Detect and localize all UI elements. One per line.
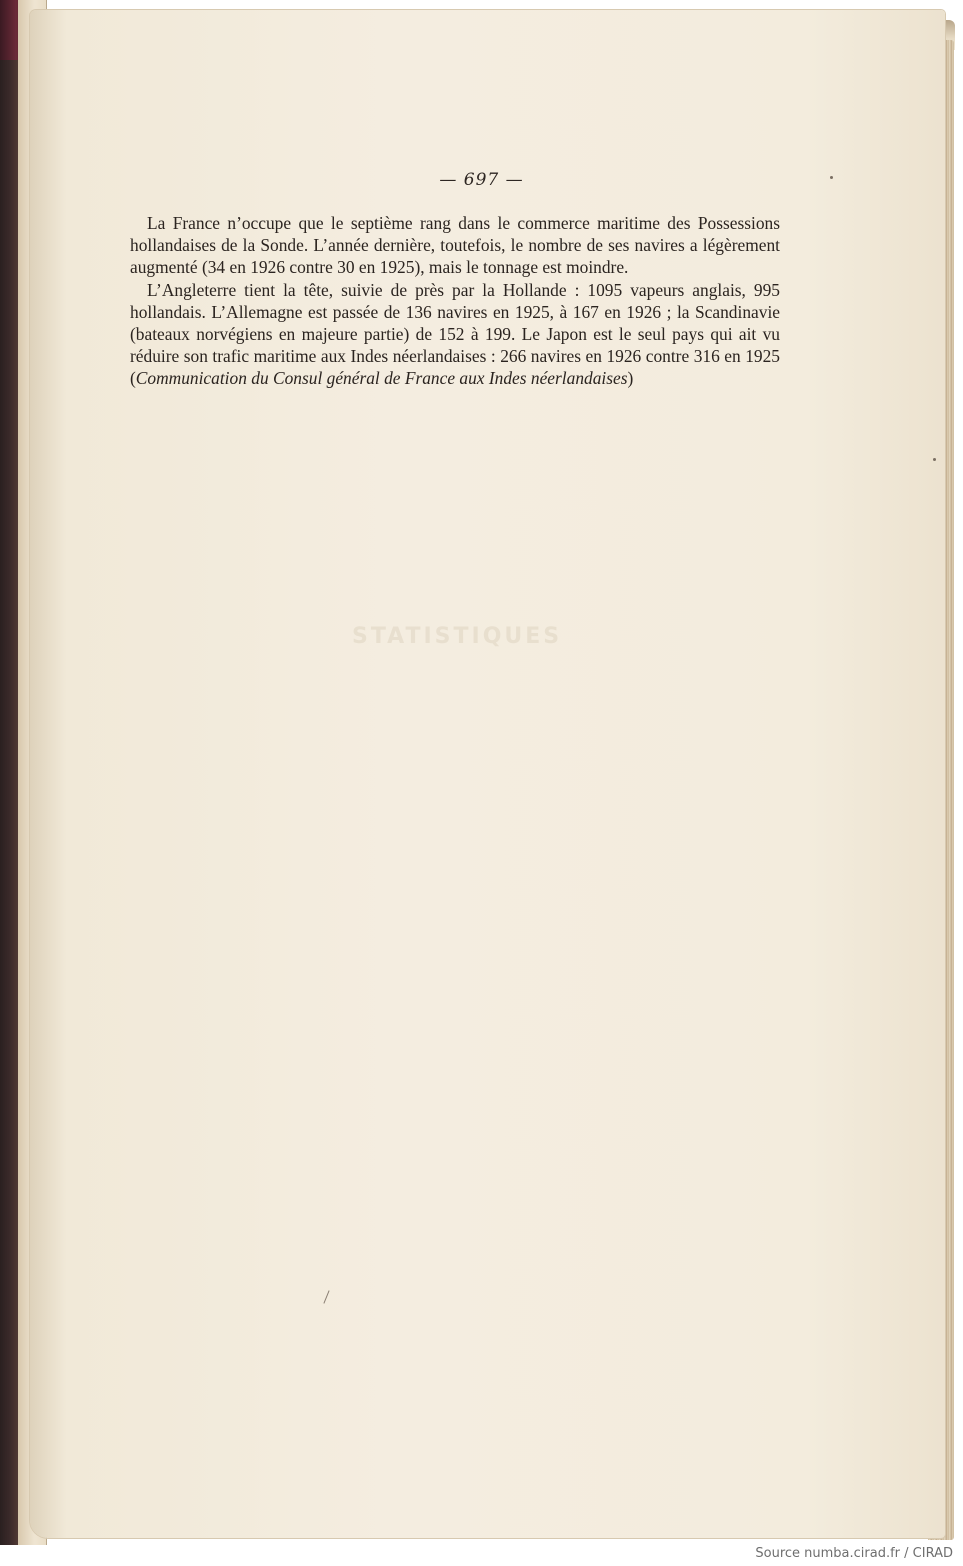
show-through-heading: STATISTIQUES — [352, 624, 563, 649]
page-number: — 697 — — [439, 170, 524, 190]
page-body-text — [130, 212, 780, 390]
paragraph-2-text: L’Angleterre tient la tête, suivie de près par la Hollande : 1095 vapeurs anglais, 995 hollandais. L’Allemagne est passée de 136 navires en 1925, à 167 en 1926 ; la Scandinavie (bateaux norvégiens en majeure partie) de 152 à 199. Le Japon est le seul pays qui ait vu réduire son trafic maritime aux Indes néerlandaises : 266 navires en 1926 contre 316 en 1925 ( — [130, 279, 780, 389]
paragraph-2 — [130, 279, 780, 390]
dust-speck — [933, 458, 936, 461]
dust-speck — [830, 176, 833, 179]
source-credit: Source numba.cirad.fr / CIRAD — [755, 1546, 953, 1561]
citation: Communication du Consul général de France aux Indes néerlandaises — [135, 368, 628, 389]
citation-close: ) — [627, 368, 634, 389]
paragraph-1: La France n’occupe que le septième rang dans le commerce maritime des Possessions hollandaises de la Sonde. L’année dernière, toutefois, le nombre de ses navires a légèrement augmenté (34 en 1926 contre 30 en 1925), mais le tonnage est moindre. — [130, 213, 780, 278]
